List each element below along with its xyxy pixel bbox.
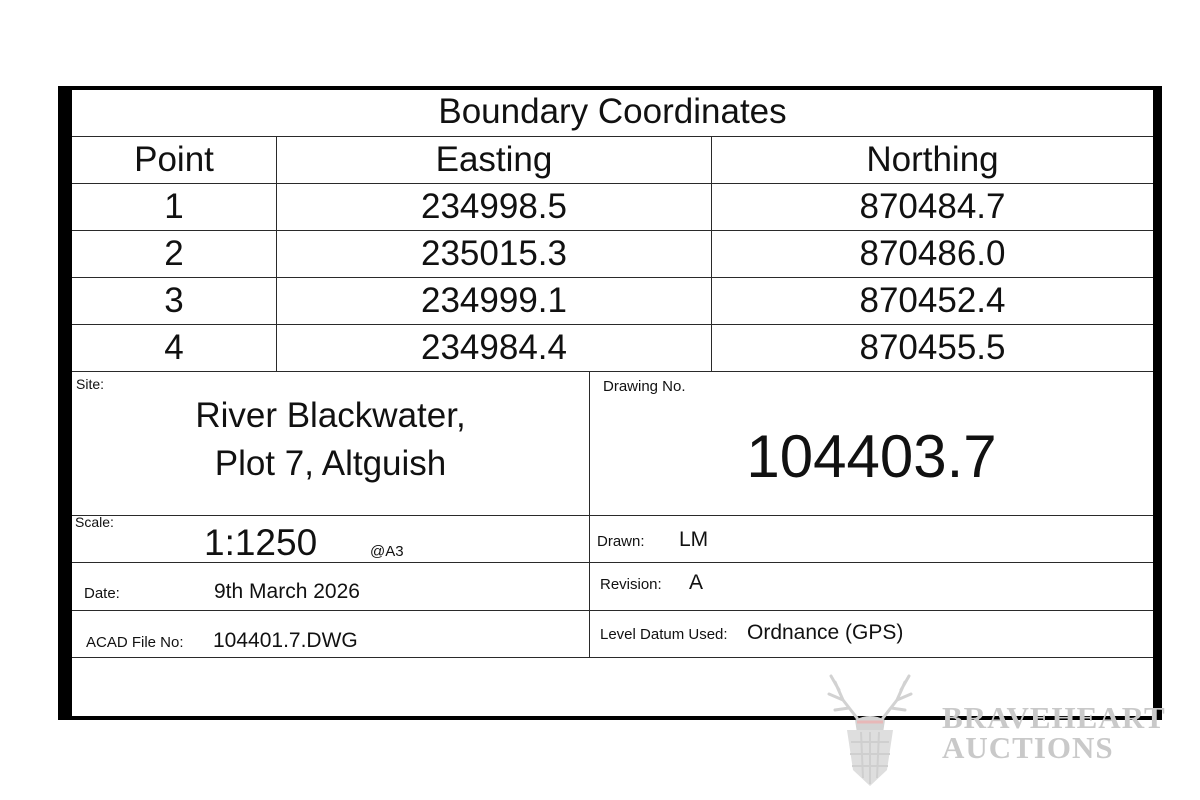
acad-file-label: ACAD File No:: [86, 634, 184, 651]
cell-easting: 234984.4: [421, 328, 567, 367]
rule: [72, 515, 1153, 516]
drawing-number: 104403.7: [746, 422, 997, 490]
revision-label: Revision:: [600, 576, 662, 593]
watermark: [805, 670, 1165, 790]
stag-logo-icon: [805, 670, 935, 790]
scale-label: Scale:: [75, 514, 114, 530]
cell-northing: 870455.5: [859, 328, 1006, 367]
revision-value: A: [689, 571, 704, 594]
date-value: 9th March 2026: [214, 580, 360, 603]
acad-file-value: 104401.7.DWG: [213, 629, 358, 652]
site-line-2: Plot 7, Altguish: [214, 444, 447, 483]
cell-northing: 870484.7: [859, 187, 1006, 226]
scale-value: 1:1250: [204, 522, 318, 563]
cell-easting: 234999.1: [421, 281, 567, 320]
cell-point: 3: [164, 281, 184, 320]
level-datum-value: Ordnance (GPS): [747, 621, 904, 644]
cell-point: 1: [164, 187, 184, 226]
cell-northing: 870452.4: [859, 281, 1006, 320]
cell-easting: 234998.5: [421, 187, 567, 226]
level-datum-label: Level Datum Used:: [600, 626, 728, 643]
rule: [72, 371, 1153, 372]
rule: [589, 371, 590, 657]
table-title: Boundary Coordinates: [438, 91, 787, 131]
cell-easting: 235015.3: [421, 234, 567, 273]
paper-size: @A3: [370, 543, 404, 560]
date-label: Date:: [84, 585, 120, 602]
column-header-easting: Easting: [435, 140, 553, 179]
column-header-point: Point: [134, 140, 214, 179]
site-label: Site:: [76, 376, 105, 392]
rule: [72, 610, 1153, 611]
cell-point: 2: [164, 234, 184, 273]
cell-northing: 870486.0: [859, 234, 1006, 273]
rule: [72, 657, 1153, 658]
drawing-number-label: Drawing No.: [603, 378, 686, 395]
column-header-northing: Northing: [866, 140, 999, 179]
watermark-line-2: AUCTIONS: [942, 730, 1114, 765]
drawn-label: Drawn:: [597, 533, 645, 550]
watermark-line-1: BRAVEHEART: [942, 700, 1166, 735]
drawn-value: LM: [679, 528, 709, 551]
cell-point: 4: [164, 328, 184, 367]
site-line-1: River Blackwater,: [195, 396, 466, 435]
